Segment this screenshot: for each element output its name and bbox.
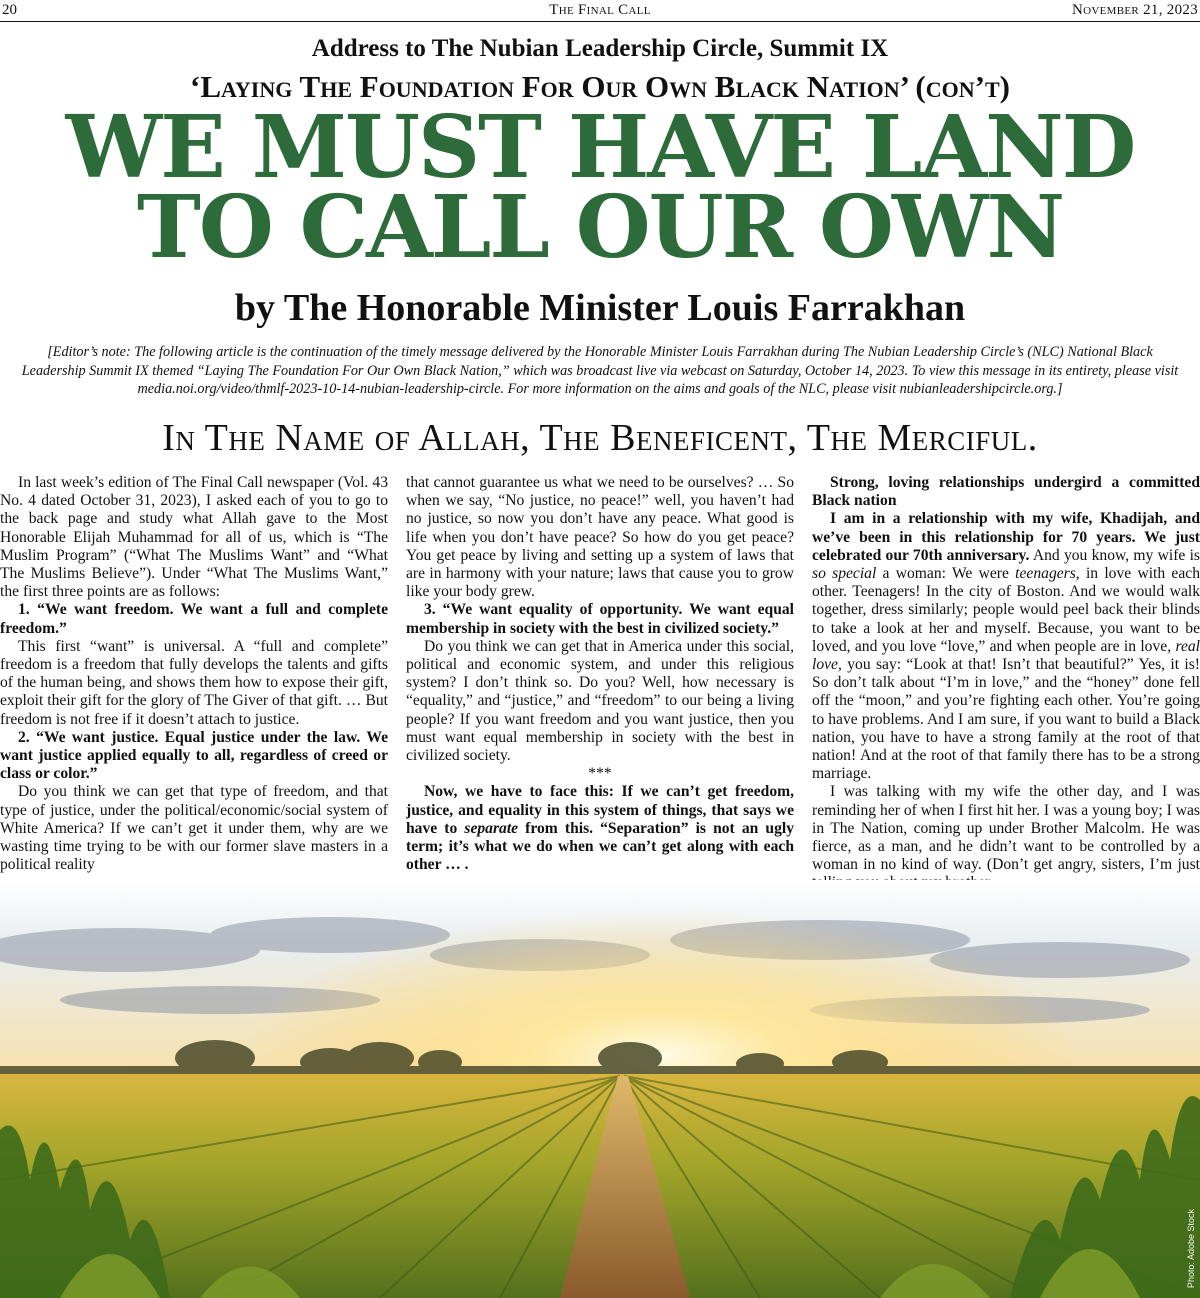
- paragraph: I was talking with my wife the other day, and I was reminding her of when I first hit her. I was a young boy; I was in The Nation, coming up under Brother Malcolm. He was fierce, as a man, and he didn’t want to be controlled by a woman in no kind of way. (Don’t get angry, sisters, I’m just: [812, 783, 1200, 874]
- newspaper-name: The Final Call: [549, 2, 651, 18]
- program-point-2: 2. “We want justice. Equal justice under the law. We want justice applied equally to all, regardless of creed or class or color.”: [0, 728, 388, 783]
- bold-run: I am in a relationship with my wife, Khadijah, and we’ve been in this relationship for 70 years. We just celebrated our 70th anniversary.: [812, 510, 1200, 564]
- paragraph-separation: [406, 783, 794, 874]
- program-point-3: 3. “We want equality of opportunity. We want equal membership in society with the best in civilized society.”: [406, 601, 794, 637]
- paragraph: that cannot guarantee us what we need to be ourselves? … So when we say, “No justice, no peace!” well, you haven’t had no justice, so now you don’t have any peace. What good is life when you don’t have peace? So how do you get peace? You get peace by living and setting up a system of laws that are in harmony with your nature; laws that cause you to grow like your body grew.: [406, 474, 794, 601]
- article-column-3: [812, 474, 1200, 893]
- headline: [0, 97, 1200, 278]
- article-body: [0, 474, 1200, 914]
- paragraph: This first “want” is universal. A “full and complete” freedom is a freedom that fully develops the talents and gifts of the human being, and shows them how to expose their gift, exploit their gift for the glory of The Giver of that gift. … But freedom is not free if it doesn’t attach to justice.: [0, 637, 388, 728]
- italic-run: teenagers: [1015, 565, 1076, 583]
- paragraph-relationship: [812, 510, 1200, 783]
- photo-credit: Photo: Adobe Stock: [1186, 1208, 1196, 1288]
- text-run: , in love with each other. Teenagers! In the city of Boston. And we would walk together, dress similarly; people would peel back their blinds to take a look at her and myself. Because, you want to be loved, and you love “love,” and when people are in love,: [812, 565, 1200, 655]
- article-column-2: [406, 474, 794, 874]
- invocation: In The Name of Allah, The Beneficent, The Merciful.: [162, 417, 1038, 459]
- page-header: [0, 0, 1200, 22]
- issue-date: November 21, 2023: [1072, 2, 1198, 18]
- paragraph: Do you think we can get that type of freedom, and that type of justice, under the political/economic/social system of White America? If we can’t get it under them, why are we wasting time trying to be with our former slave masters in a political reality: [0, 783, 388, 874]
- headline-line-2: TO CALL OUR OWN: [136, 177, 1064, 278]
- text-run: Now, we have to face this: If we can’t get freedom, justice, and equality in this system of things, that says we have to: [406, 783, 794, 837]
- kicker-theme: ‘Laying The Foundation For Our Own Black Nation’ (con’t): [190, 69, 1010, 104]
- editor-note: [Editor’s note: The following article is the continuation of the timely message delivered by the Honorable Minister Louis Farrakhan during The Nubian Leadership Circle’s (NLC) National Black Leadership Summit IX themed “Laying The Foundation For Our Own Black Nation,” which was broadcast live via webcast on Saturday, October 14, 2023. To view this message in its entirety, please visit media.noi.org/video/thmlf-2023-10-14-nubian-leadership-circle. For more information on the aims and goals of the NLC, please visit nubianleadershipcircle.org.]: [21, 344, 1179, 397]
- byline: by The Honorable Minister Louis Farrakhan: [234, 287, 966, 329]
- cornfield-sunset-photo: [0, 880, 1200, 1298]
- article-column-1: [0, 474, 388, 874]
- text-run: , you say: “Look at that! Isn’t that beautiful?” Yes, it is! So don’t talk about “I’m in love,” and the “honey” done fell off the “moon,” and you’re fighting each other. You’re going to have problems. And I am sure, if you want to build a Black nation, you have to have a strong family at the root of that nation! And at the root of that family there has to be a strong marriage.: [812, 656, 1200, 783]
- text-run: from this. “Separation” is not an ugly term; it’s what we do when we can’t get along with each other … .: [406, 819, 795, 874]
- headline-line-1: WE MUST HAVE LAND: [65, 97, 1135, 198]
- section-separator: ***: [588, 765, 612, 783]
- cornfield-illustration: [0, 880, 1200, 1298]
- italic-run: separate: [464, 819, 519, 837]
- italic-run: so special: [812, 565, 877, 583]
- paragraph: Do you think we can get that in America under this social, political and economic system, and under this religious system? I don’t think so. Do you? Well, how necessary is “equality,” and “justice,” and “freedom” to our being a living people? If you want freedom and you want justice, then you must want equal membership in society with the best in civilized society.: [406, 637, 794, 765]
- kicker-summit: Address to The Nubian Leadership Circle, Summit IX: [311, 35, 889, 62]
- text-run: a woman: We were: [876, 565, 1016, 583]
- program-point-1: 1. “We want freedom. We want a full and complete freedom.”: [0, 601, 388, 637]
- text-run: And you know, my wife is: [1029, 546, 1200, 564]
- page-number: 20: [2, 2, 17, 18]
- subhead: Strong, loving relationships undergird a committed Black nation: [812, 474, 1200, 510]
- italic-run: real love: [812, 637, 1200, 674]
- paragraph: In last week’s edition of The Final Call newspaper (Vol. 43 No. 4 dated October 31, 2023), I asked each of you to go to the back page and study what Allah gave to the Most Honorable Elijah Muhammad for all of us, which is “The Muslim Program” (“What The Muslims Want” and “What The Muslims Believe”). Under “What The Muslims Want,” the first three points are as follows:: [0, 474, 388, 601]
